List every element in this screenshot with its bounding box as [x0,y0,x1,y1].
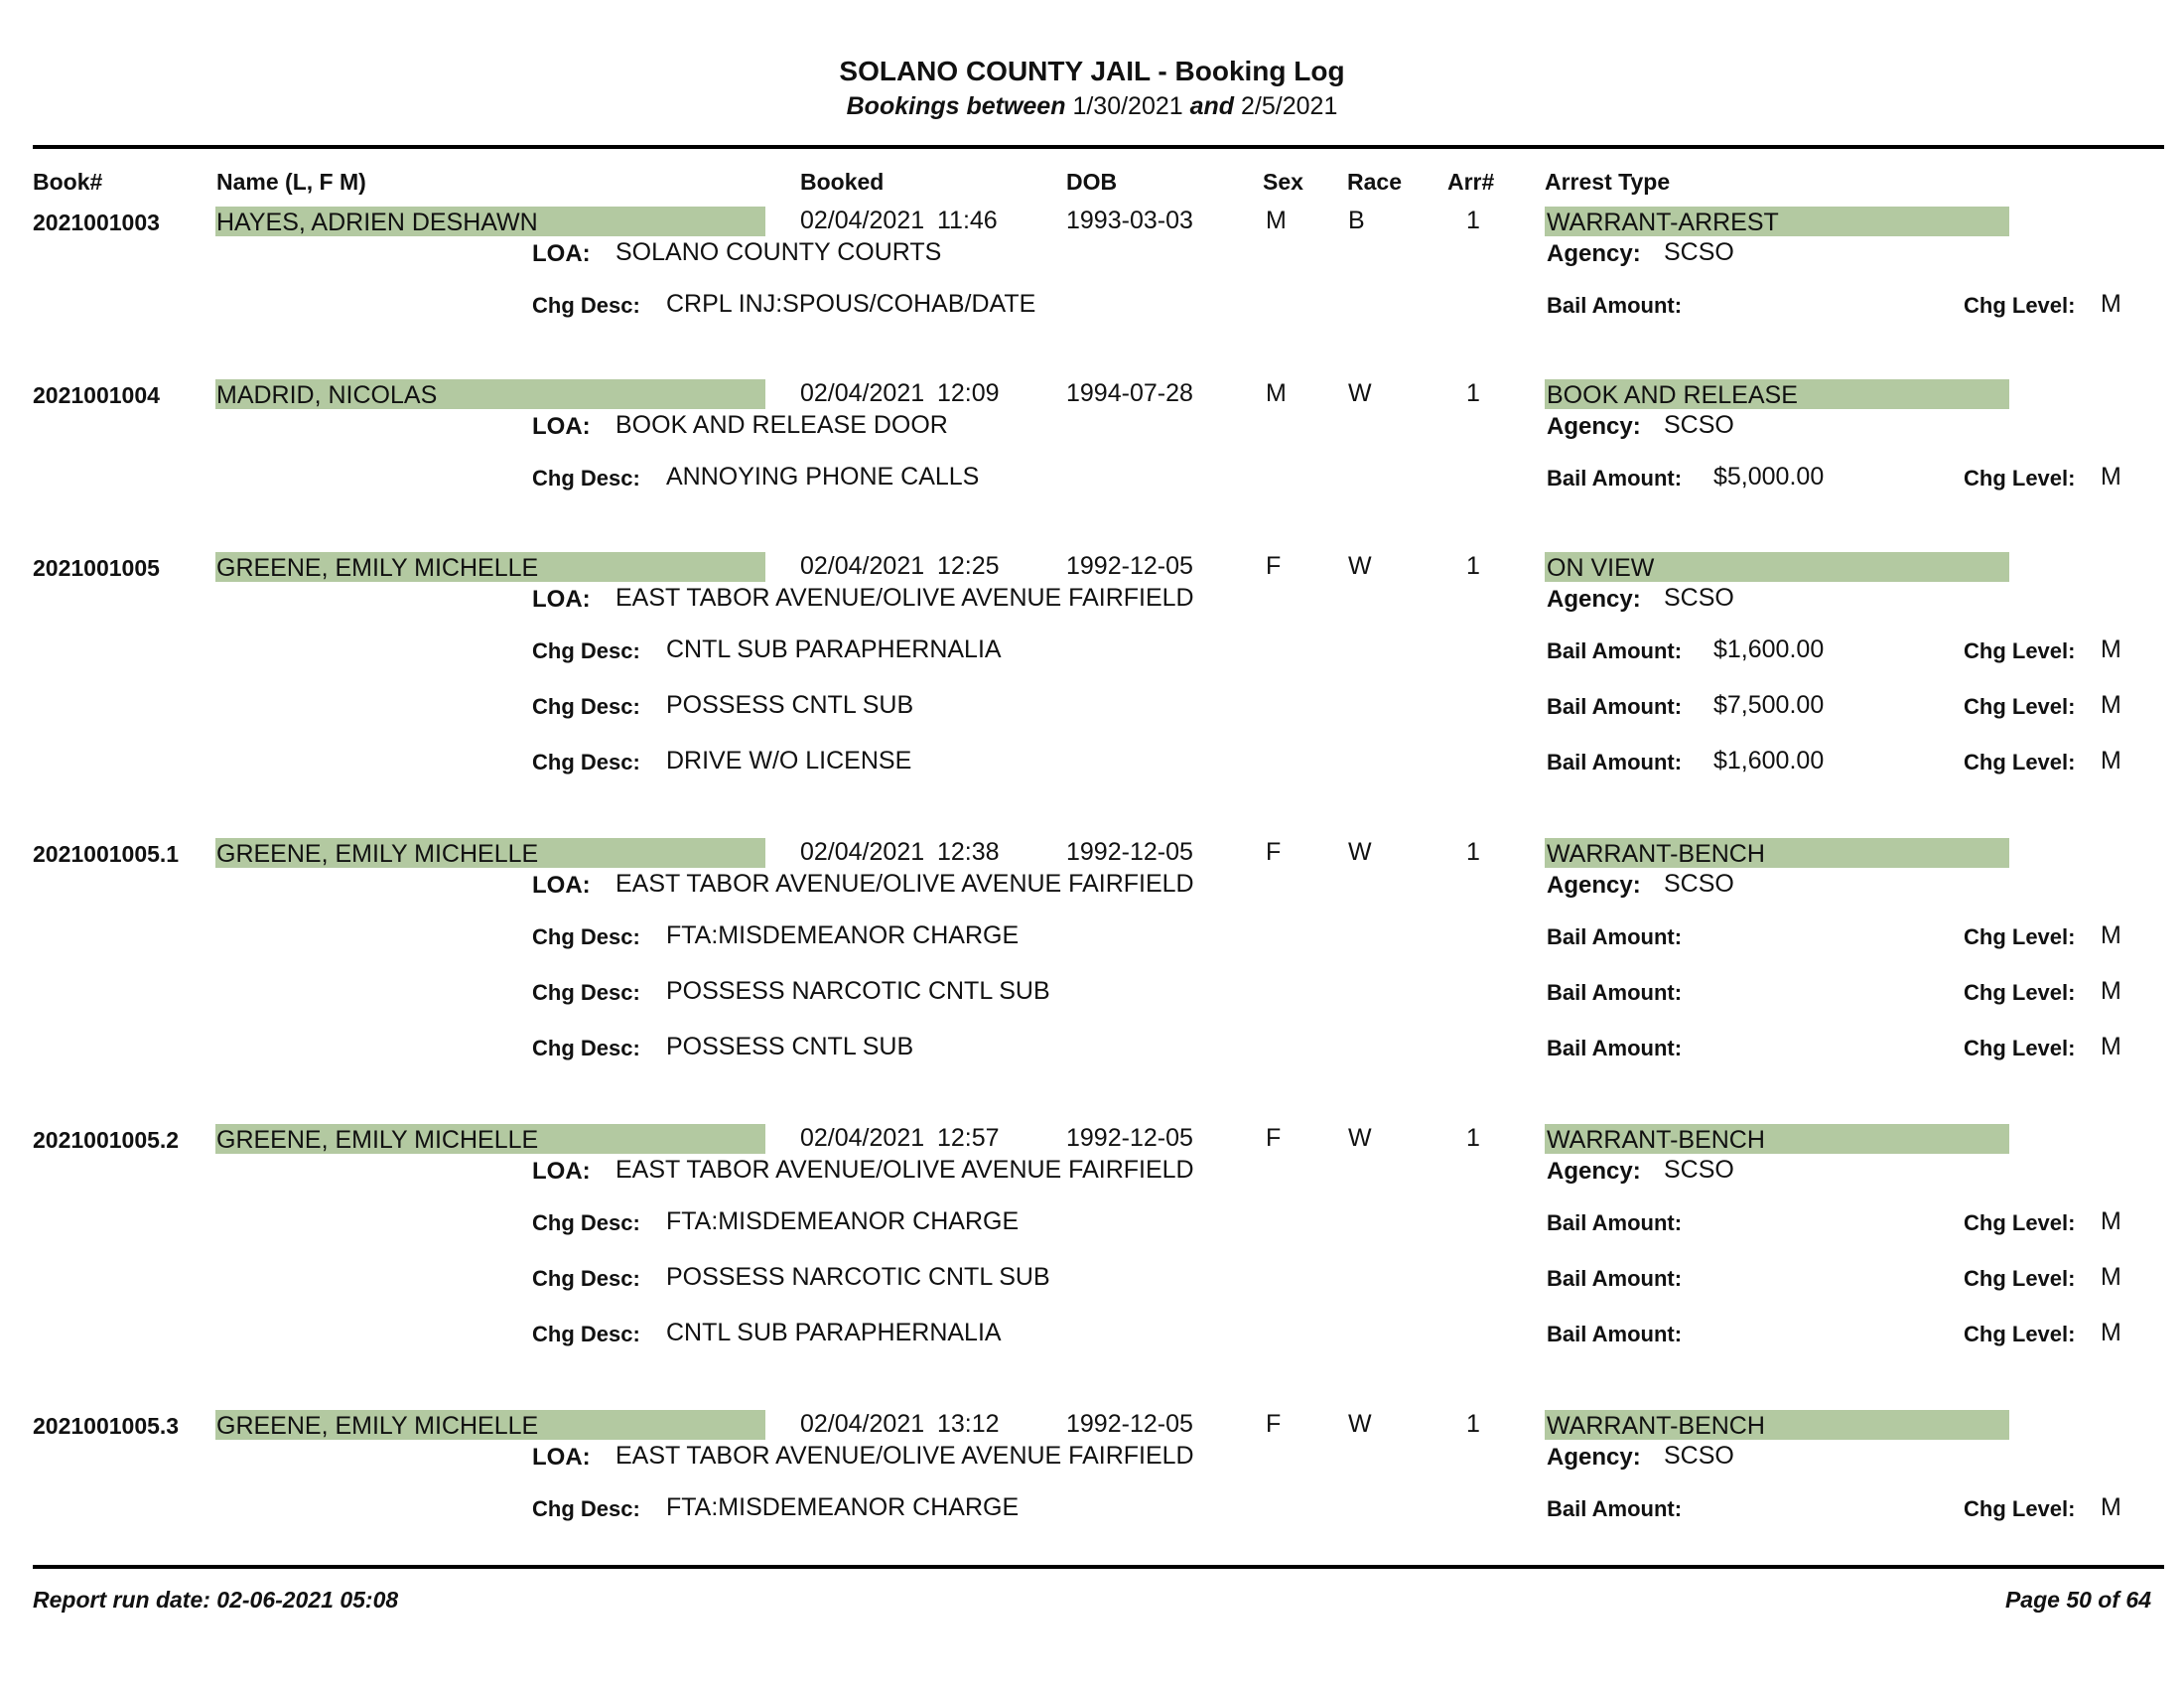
arrest-number: 1 [1466,838,1480,866]
booked-date: 02/04/2021 [800,379,925,407]
loa-label: LOA: [532,586,591,613]
agency-label: Agency: [1547,240,1641,267]
chg-desc-value: CNTL SUB PARAPHERNALIA [666,1319,1002,1346]
dob: 1992-12-05 [1066,552,1193,580]
chg-desc-value: POSSESS CNTL SUB [666,1033,914,1060]
col-arrest-type: Arrest Type [1545,169,1671,195]
chg-desc-value: POSSESS CNTL SUB [666,691,914,719]
chg-level-label: Chg Level: [1964,750,2076,774]
chg-desc-value: CNTL SUB PARAPHERNALIA [666,635,1002,663]
loa-value: BOOK AND RELEASE DOOR [615,411,948,439]
bail-amount-label: Bail Amount: [1547,1036,1683,1060]
subtitle-and: and [1189,92,1235,120]
col-dob: DOB [1066,169,1118,195]
inmate-name: MADRID, NICOLAS [216,381,438,409]
inmate-name: GREENE, EMILY MICHELLE [216,554,539,582]
inmate-name: HAYES, ADRIEN DESHAWN [216,209,538,236]
bail-amount-label: Bail Amount: [1547,1496,1683,1521]
chg-level-label: Chg Level: [1964,1036,2076,1060]
loa-label: LOA: [532,1444,591,1471]
chg-level-label: Chg Level: [1964,1496,2076,1521]
chg-desc-label: Chg Desc: [532,638,640,663]
loa-label: LOA: [532,240,591,267]
sex: F [1266,1124,1282,1152]
agency-value: SCSO [1664,411,1734,439]
chg-desc-label: Chg Desc: [532,1036,640,1060]
arrest-type: BOOK AND RELEASE [1547,381,1798,409]
loa-value: EAST TABOR AVENUE/OLIVE AVENUE FAIRFIELD [615,1156,1194,1184]
bail-amount-label: Bail Amount: [1547,924,1683,949]
col-arr: Arr# [1447,169,1495,195]
chg-level-value: M [2101,977,2121,1005]
agency-value: SCSO [1664,584,1734,612]
booked-time: 12:25 [937,552,1000,580]
report-title: SOLANO COUNTY JAIL - Booking Log [839,56,1345,86]
chg-level-value: M [2101,1033,2121,1060]
arrest-number: 1 [1466,1124,1480,1152]
loa-value: EAST TABOR AVENUE/OLIVE AVENUE FAIRFIELD [615,1442,1194,1470]
chg-level-label: Chg Level: [1964,466,2076,491]
book-number: 2021001005.1 [33,841,180,867]
loa-label: LOA: [532,872,591,899]
chg-level-label: Chg Level: [1964,293,2076,318]
booked-date: 02/04/2021 [800,1410,925,1438]
book-number: 2021001003 [33,210,160,235]
book-number: 2021001004 [33,382,160,408]
inmate-name: GREENE, EMILY MICHELLE [216,1412,539,1440]
subtitle-prefix: Bookings between [846,92,1066,120]
col-name: Name (L, F M) [216,169,366,195]
inmate-name: GREENE, EMILY MICHELLE [216,1126,539,1154]
chg-desc-label: Chg Desc: [532,924,640,949]
chg-level-label: Chg Level: [1964,638,2076,663]
bail-amount-label: Bail Amount: [1547,1266,1683,1291]
chg-level-value: M [2101,691,2121,719]
race: W [1348,1124,1372,1152]
booked-date: 02/04/2021 [800,1124,925,1152]
arrest-number: 1 [1466,552,1480,580]
chg-desc-label: Chg Desc: [532,1266,640,1291]
booked-time: 12:57 [937,1124,1000,1152]
loa-value: EAST TABOR AVENUE/OLIVE AVENUE FAIRFIELD [615,870,1194,898]
chg-desc-label: Chg Desc: [532,1322,640,1346]
booked-date: 02/04/2021 [800,207,925,234]
loa-value: SOLANO COUNTY COURTS [615,238,942,266]
book-number: 2021001005.2 [33,1127,180,1153]
chg-level-value: M [2101,1319,2121,1346]
bail-amount-value: $5,000.00 [1713,463,1825,491]
dob: 1993-03-03 [1066,207,1193,234]
agency-value: SCSO [1664,1442,1734,1470]
booked-time: 13:12 [937,1410,1000,1438]
chg-desc-label: Chg Desc: [532,1496,640,1521]
booking-record [0,832,2184,1080]
chg-level-label: Chg Level: [1964,1210,2076,1235]
bail-amount-label: Bail Amount: [1547,638,1683,663]
race: W [1348,379,1372,407]
inmate-name: GREENE, EMILY MICHELLE [216,840,539,868]
arrest-number: 1 [1466,207,1480,234]
agency-value: SCSO [1664,238,1734,266]
dob: 1992-12-05 [1066,1410,1193,1438]
chg-desc-value: CRPL INJ:SPOUS/COHAB/DATE [666,290,1036,318]
agency-label: Agency: [1547,586,1641,613]
chg-level-label: Chg Level: [1964,1266,2076,1291]
chg-desc-value: FTA:MISDEMEANOR CHARGE [666,921,1020,949]
dob: 1992-12-05 [1066,1124,1193,1152]
bail-amount-value: $1,600.00 [1713,747,1825,774]
booked-date: 02/04/2021 [800,838,925,866]
chg-level-label: Chg Level: [1964,924,2076,949]
chg-level-value: M [2101,635,2121,663]
bail-amount-label: Bail Amount: [1547,293,1683,318]
loa-label: LOA: [532,413,591,440]
race: W [1348,838,1372,866]
bail-amount-label: Bail Amount: [1547,466,1683,491]
arrest-type: WARRANT-BENCH [1547,1412,1765,1440]
booking-record [0,1404,2184,1652]
page-number: Page 50 of 64 [2004,1587,2151,1613]
agency-value: SCSO [1664,870,1734,898]
loa-label: LOA: [532,1158,591,1185]
bail-amount-label: Bail Amount: [1547,750,1683,774]
sex: F [1266,1410,1282,1438]
race: B [1348,207,1365,234]
booked-time: 12:38 [937,838,1000,866]
chg-level-value: M [2101,290,2121,318]
chg-level-label: Chg Level: [1964,1322,2076,1346]
sex: F [1266,838,1282,866]
chg-desc-value: DRIVE W/O LICENSE [666,747,912,774]
agency-value: SCSO [1664,1156,1734,1184]
chg-desc-value: POSSESS NARCOTIC CNTL SUB [666,1263,1050,1291]
chg-desc-label: Chg Desc: [532,750,640,774]
col-sex: Sex [1263,169,1303,195]
arrest-type: ON VIEW [1547,554,1655,582]
chg-level-value: M [2101,1207,2121,1235]
booked-time: 12:09 [937,379,1000,407]
dob: 1992-12-05 [1066,838,1193,866]
chg-level-value: M [2101,1263,2121,1291]
arrest-type: WARRANT-ARREST [1547,209,1779,236]
chg-desc-value: POSSESS NARCOTIC CNTL SUB [666,977,1050,1005]
loa-value: EAST TABOR AVENUE/OLIVE AVENUE FAIRFIELD [615,584,1194,612]
arrest-type: WARRANT-BENCH [1547,840,1765,868]
chg-desc-label: Chg Desc: [532,694,640,719]
race: W [1348,1410,1372,1438]
col-booked: Booked [800,169,885,195]
col-book: Book# [33,169,103,195]
end-date: 2/5/2021 [1241,92,1338,120]
bail-amount-label: Bail Amount: [1547,1322,1683,1346]
chg-desc-label: Chg Desc: [532,1210,640,1235]
chg-desc-value: FTA:MISDEMEANOR CHARGE [666,1493,1020,1521]
chg-desc-label: Chg Desc: [532,293,640,318]
booking-record [0,1118,2184,1366]
start-date: 1/30/2021 [1072,92,1183,120]
agency-label: Agency: [1547,872,1641,899]
bail-amount-label: Bail Amount: [1547,1210,1683,1235]
chg-desc-label: Chg Desc: [532,466,640,491]
booked-date: 02/04/2021 [800,552,925,580]
arrest-number: 1 [1466,1410,1480,1438]
chg-level-value: M [2101,1493,2121,1521]
col-race: Race [1347,169,1402,195]
book-number: 2021001005 [33,555,160,581]
bail-amount-value: $1,600.00 [1713,635,1825,663]
chg-level-value: M [2101,463,2121,491]
bail-amount-value: $7,500.00 [1713,691,1825,719]
sex: M [1266,379,1287,407]
chg-desc-value: FTA:MISDEMEANOR CHARGE [666,1207,1020,1235]
chg-level-label: Chg Level: [1964,980,2076,1005]
arrest-type: WARRANT-BENCH [1547,1126,1765,1154]
booking-record [0,546,2184,794]
chg-desc-label: Chg Desc: [532,980,640,1005]
chg-level-value: M [2101,921,2121,949]
chg-level-label: Chg Level: [1964,694,2076,719]
sex: F [1266,552,1282,580]
bail-amount-label: Bail Amount: [1547,980,1683,1005]
book-number: 2021001005.3 [33,1413,180,1439]
booked-time: 11:46 [937,207,998,234]
chg-level-value: M [2101,747,2121,774]
arrest-number: 1 [1466,379,1480,407]
report-run-date: Report run date: 02-06-2021 05:08 [33,1587,399,1613]
race: W [1348,552,1372,580]
bottom-divider [33,1565,2164,1569]
bail-amount-label: Bail Amount: [1547,694,1683,719]
chg-desc-value: ANNOYING PHONE CALLS [666,463,980,491]
dob: 1994-07-28 [1066,379,1193,407]
sex: M [1266,207,1287,234]
agency-label: Agency: [1547,1444,1641,1471]
agency-label: Agency: [1547,413,1641,440]
agency-label: Agency: [1547,1158,1641,1185]
